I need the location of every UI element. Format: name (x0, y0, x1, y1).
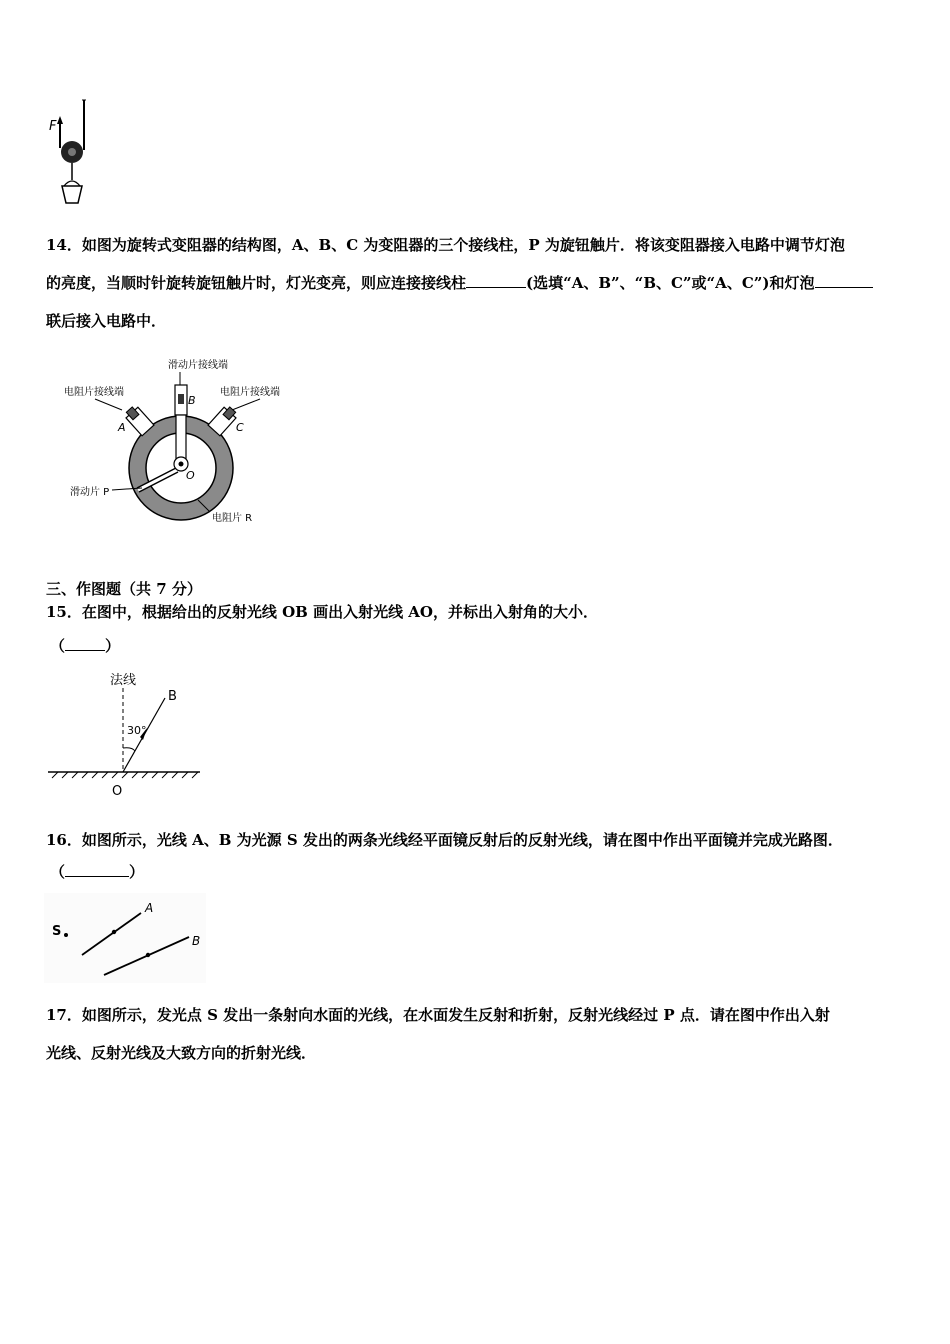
rheostat-figure (60, 352, 300, 532)
normal-label: 法线 (110, 673, 137, 688)
q14-line2-a: 的亮度，当顺时针旋转旋钮触片时，灯光变亮，则应连接接线柱 (46, 274, 467, 292)
angle-label: 30° (127, 724, 147, 737)
slider-p-label: 滑动片 P (70, 487, 110, 498)
pulley-figure (44, 98, 104, 208)
resistor-terminal-left-label: 电阻片接线端 (64, 387, 124, 398)
q15-text: 15．在图中，根据给出的反射光线 OB 画出入射光线 AO，并标出入射角的大小． (46, 603, 598, 621)
q16-answer-blank[interactable] (65, 862, 129, 877)
q14-line1: 14．如图为旋转式变阻器的结构图，A、B、C 为变阻器的三个接线柱，P 为旋钮触片．将该变阻器接入电路中调节灯泡 (46, 236, 845, 254)
q16-text: 16．如图所示，光线 A、B 为光源 S 发出的两条光线经平面镜反射后的反射光线，请在图中作出平面镜并完成光路图． (46, 831, 843, 849)
q17-line1: 17．如图所示，发光点 S 发出一条射向水面的光线，在水面发生反射和折射，反射光线经过 P 点．请在图中作出入射 (46, 1006, 830, 1024)
q15-answer-blank[interactable] (65, 636, 105, 651)
resistor-r-label: 电阻片 R (212, 513, 253, 524)
q14-line2-b: (选填“A、B”、“B、C”或“A、C”)和灯泡 (526, 274, 815, 292)
label-b: B (188, 394, 196, 407)
q16-answer (50, 853, 144, 891)
label-o: O (186, 469, 195, 482)
force-label: F (49, 119, 57, 134)
resistor-terminal-right-label: 电阻片接线端 (220, 387, 280, 398)
q14-line2 (46, 264, 873, 302)
q16-answer-close: ） (129, 863, 145, 881)
label-s: S (52, 924, 62, 939)
mirror-rays-figure (44, 893, 206, 983)
label-b: B (168, 689, 177, 704)
label-b: B (192, 934, 201, 948)
reflection-figure (44, 668, 204, 800)
q15-answer-open: （ (50, 637, 66, 655)
label-a: A (145, 901, 154, 915)
q16-answer-open: （ (50, 863, 66, 881)
q14-line3: 联后接入电路中． (46, 312, 167, 330)
label-c: C (236, 421, 244, 434)
label-o: O (112, 784, 123, 799)
label-a: A (118, 421, 126, 434)
q17-line2: 光线、反射光线及大致方向的折射光线． (46, 1044, 317, 1062)
slider-terminal-label: 滑动片接线端 (168, 360, 228, 371)
q15-answer-close: ） (105, 637, 121, 655)
q14-blank-connection[interactable] (815, 273, 873, 288)
q14-blank-terminals[interactable] (466, 273, 526, 288)
section-title: 三、作图题（共 7 分） (46, 580, 202, 598)
q15-answer (50, 627, 120, 665)
